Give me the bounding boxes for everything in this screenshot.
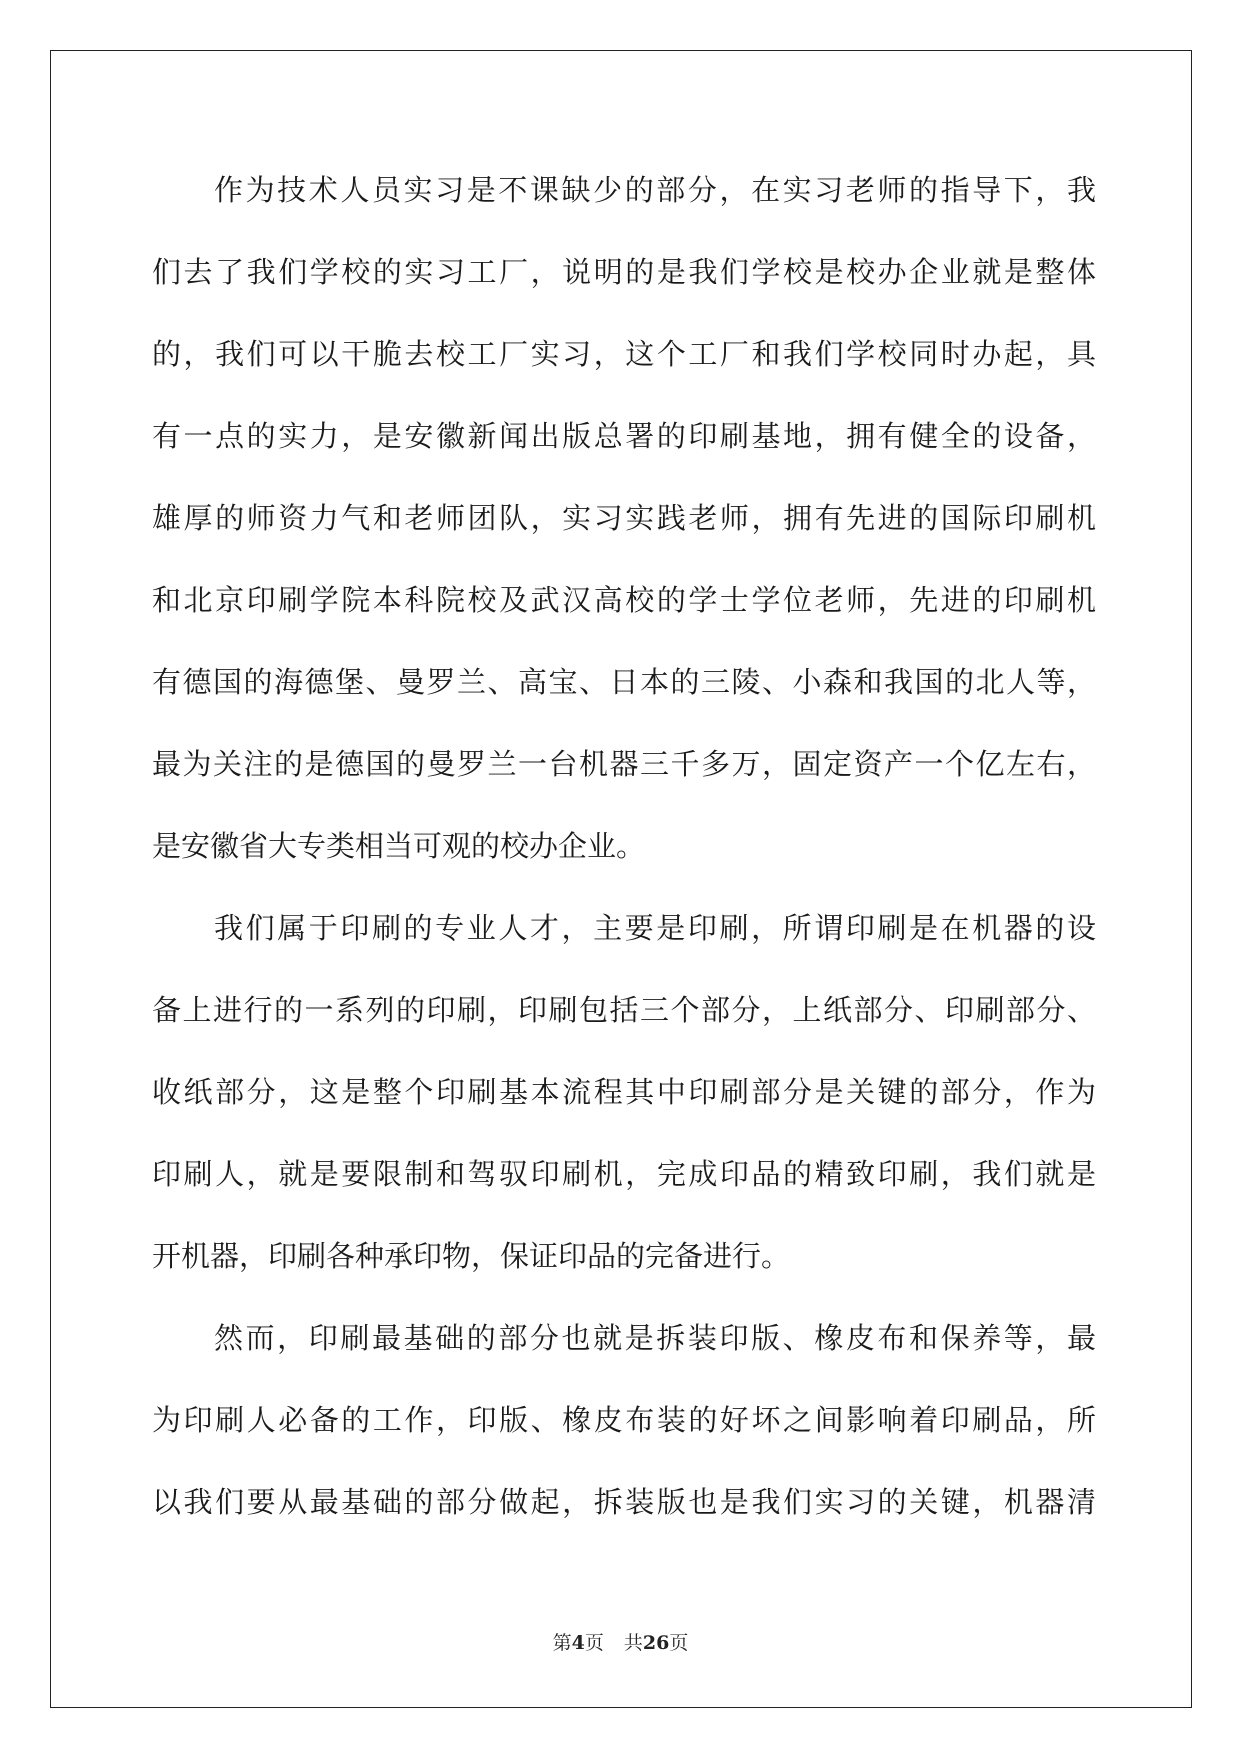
paragraph-2-line-4: 印刷人，就是要限制和驾驭印刷机，完成印品的精致印刷，我们就是 [152,1157,1096,1191]
paragraph-1-line-7: 有德国的海德堡、曼罗兰、高宝、日本的三陵、小森和我国的北人等， [152,665,1096,699]
paragraph-2-line-5: 开机器，印刷各种承印物，保证印品的完备进行。 [152,1239,791,1273]
paragraph-2-line-3: 收纸部分，这是整个印刷基本流程其中印刷部分是关键的部分，作为 [152,1075,1096,1109]
footer-total-pages: 26 [642,1632,670,1654]
paragraph-1-line-2: 们去了我们学校的实习工厂，说明的是我们学校是校办企业就是整体 [152,255,1096,289]
paragraph-1-line-5: 雄厚的师资力气和老师团队，实习实践老师，拥有先进的国际印刷机 [152,501,1096,535]
paragraph-1-line-3: 的，我们可以干脆去校工厂实习，这个工厂和我们学校同时办起，具 [152,337,1096,371]
paragraph-3-line-2: 为印刷人必备的工作，印版、橡皮布装的好坏之间影响着印刷品，所 [152,1403,1096,1437]
paragraph-1-line-9: 是安徽省大专类相当可观的校办企业。 [152,829,646,863]
paragraph-3-line-1: 然而，印刷最基础的部分也就是拆装印版、橡皮布和保养等，最 [214,1321,1096,1355]
paragraph-3-line-3: 以我们要从最基础的部分做起，拆装版也是我们实习的关键，机器清 [152,1485,1096,1519]
page-footer [0,1628,1241,1655]
paragraph-1-line-8: 最为关注的是德国的曼罗兰一台机器三千多万，固定资产一个亿左右， [152,747,1096,781]
footer-page-suffix: 页 [584,1632,604,1654]
footer-total-prefix: 共 [623,1632,643,1654]
paragraph-2-line-1: 我们属于印刷的专业人才，主要是印刷，所谓印刷是在机器的设 [214,911,1096,945]
paragraph-1-line-6: 和北京印刷学院本科院校及武汉高校的学士学位老师，先进的印刷机 [152,583,1096,617]
footer-total-suffix: 页 [669,1632,689,1654]
footer-page-number: 4 [571,1632,585,1654]
document-body [152,160,1096,1554]
paragraph-1-line-1: 作为技术人员实习是不课缺少的部分，在实习老师的指导下，我 [214,173,1096,207]
paragraph-1-line-4: 有一点的实力，是安徽新闻出版总署的印刷基地，拥有健全的设备， [152,419,1096,453]
footer-page-prefix: 第 [552,1632,572,1654]
paragraph-2-line-2: 备上进行的一系列的印刷，印刷包括三个部分，上纸部分、印刷部分、 [152,993,1096,1027]
